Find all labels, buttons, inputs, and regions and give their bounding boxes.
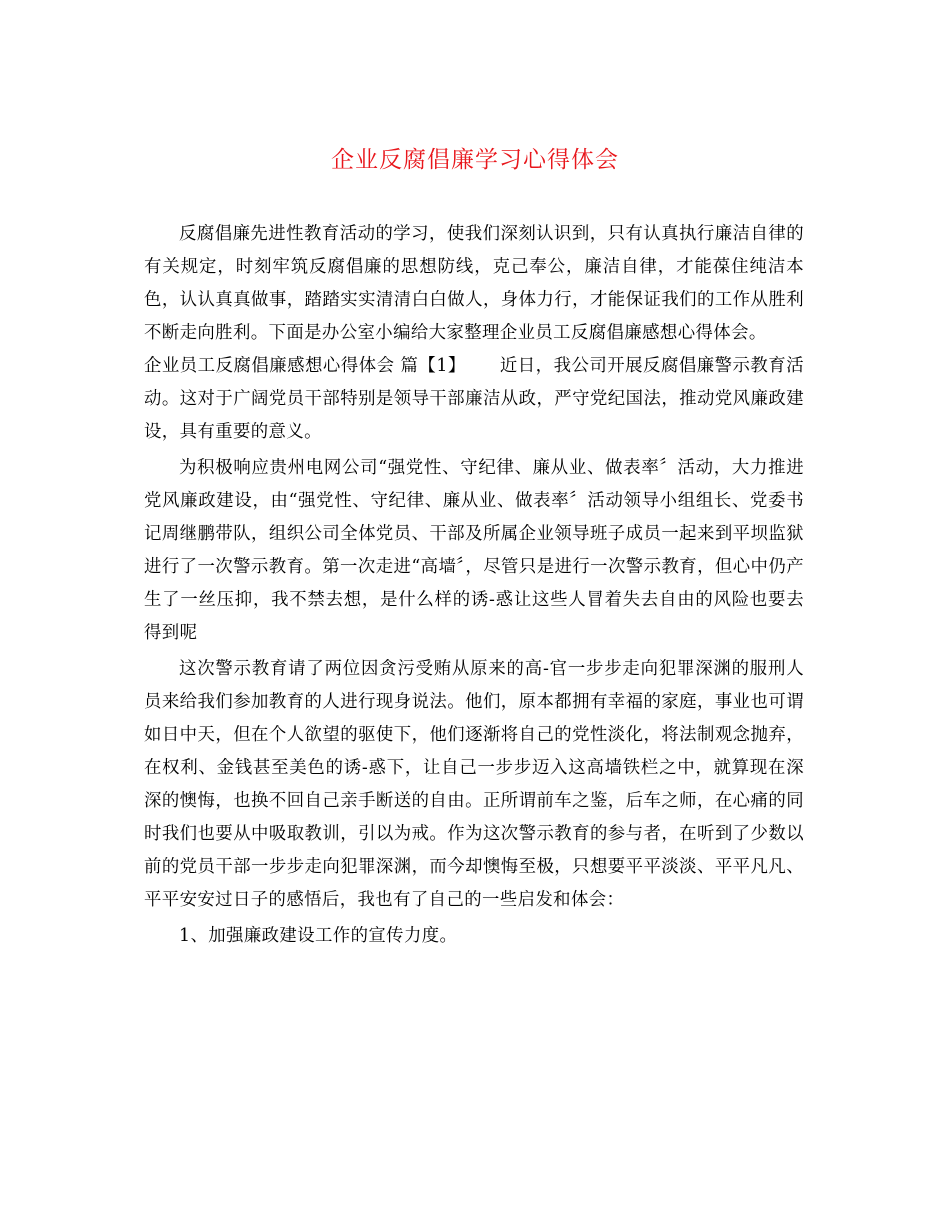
section-lead-text: 近日，我公司开展反腐倡廉警示教育活动。这对于广阔党员干部特别是领导干部廉洁从政，严守党纪国法，推动党风廉政建设，具有重要的意义。 xyxy=(144,356,804,442)
paragraph-2: 为积极响应贵州电网公司“强党性、守纪律、廉从业、做表率〞活动，大力推进党风廉政建设，由“强党性、守纪律、廉从业、做表率〞活动领导小组组长、党委书记周继鹏带队，组织公司全体党员、干部及所属企业领导班子成员一起来到平坝监狱进行了一次警示教育。第一次走进“高墙〞，尽管只是进行一次警示教育，但心中仍产生了一丝压抑，我不禁去想，是什么样的诱-惑让这些人冒着失去自由的风险也要去得到呢 xyxy=(144,458,804,643)
intro-paragraph: 反腐倡廉先进性教育活动的学习，使我们深刻认识到，只有认真执行廉洁自律的有关规定，时刻牢筑反腐倡廉的思想防线，克己奉公，廉洁自律，才能葆住纯洁本色，认认真真做事，踏踏实实清清白白做人，身体力行，才能保证我们的工作从胜利不断走向胜利。下面是办公室小编给大家整理企业员工反腐倡廉感想心得体会。 xyxy=(144,224,804,343)
document-body xyxy=(144,218,804,953)
document-title: 企业反腐倡廉学习心得体会 xyxy=(331,147,619,173)
section-1-paragraph xyxy=(144,350,804,449)
point-1: 1、加强廉政建设工作的宣传力度。 xyxy=(179,926,458,946)
section-heading: 企业员工反腐倡廉感想心得体会 篇【1】 xyxy=(144,356,466,376)
paragraph-3: 这次警示教育请了两位因贪污受贿从原来的高-官一步步走向犯罪深渊的服刑人员来给我们参加教育的人进行现身说法。他们，原本都拥有幸福的家庭，事业也可谓如日中天，但在个人欲望的驱使下，他们逐渐将自己的党性淡化，将法制观念抛弃，在权利、金钱甚至美色的诱-惑下，让自己一步步迈入这高墙铁栏之中，就算现在深深的懊悔，也换不回自己亲手断送的自由。正所谓前车之鉴，后车之师，在心痛的同时我们也要从中吸取教训，引以为戒。作为这次警示教育的参与者，在听到了少数以前的党员干部一步步走向犯罪深渊，而今却懊悔至极，只想要平平淡淡、平平凡凡、平平安安过日子的感悟后，我也有了自己的一些启发和体会： xyxy=(144,659,804,910)
